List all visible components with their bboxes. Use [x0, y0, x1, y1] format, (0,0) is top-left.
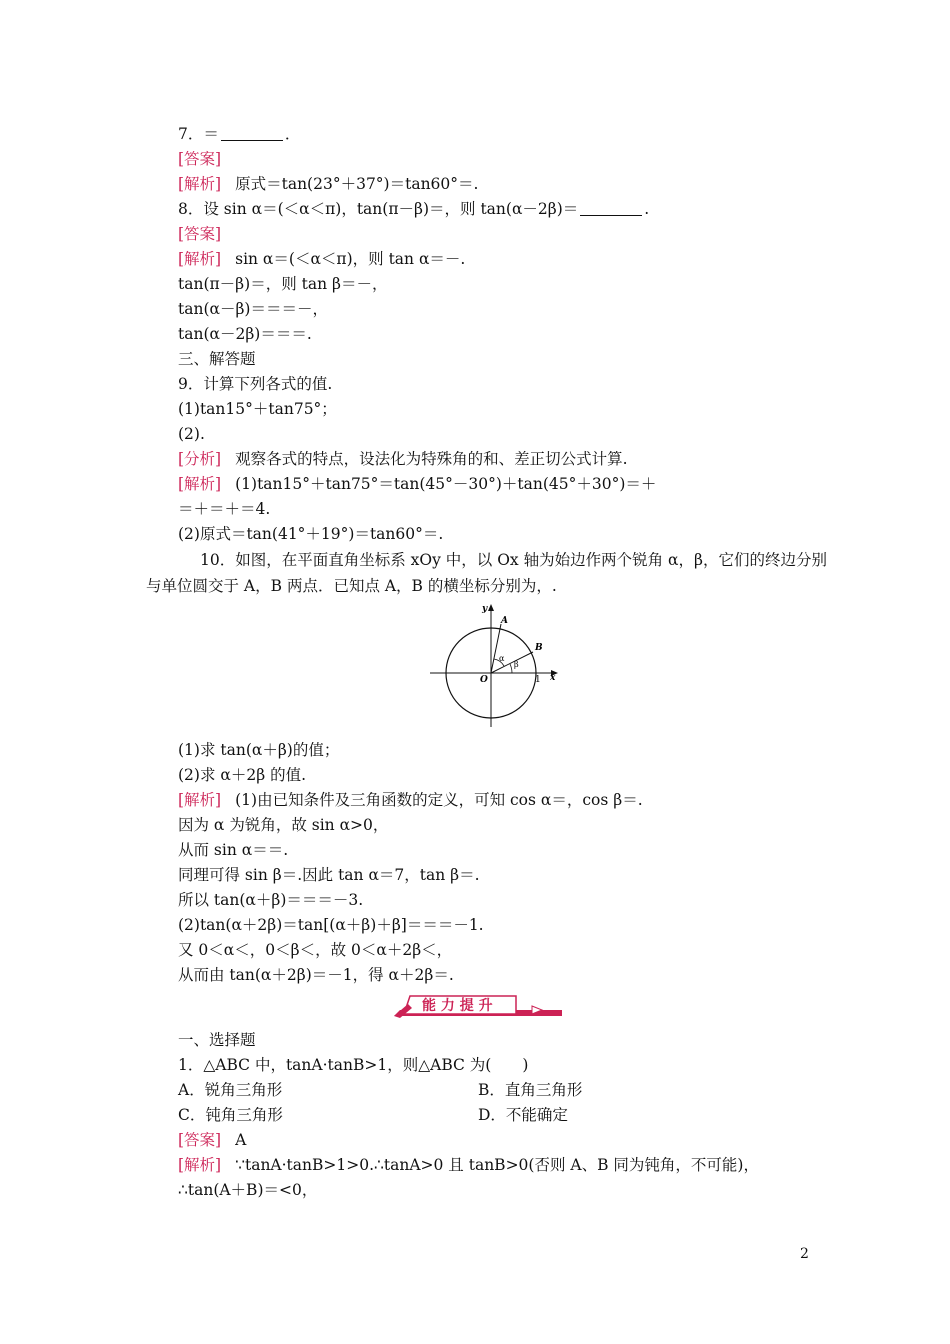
text-line-sec1	[178, 1030, 256, 1050]
alpha-label: α	[499, 654, 505, 663]
text-line-q10b	[146, 576, 557, 596]
tag-label: [解析]	[178, 475, 222, 493]
banner-text: 能 力 提 升	[422, 998, 493, 1014]
text-line-q10-l2	[178, 840, 288, 860]
text-line-q8-sol	[178, 249, 465, 269]
line-text: (1)tan15°＋tan75°；	[178, 400, 337, 418]
text-line-q10-sol	[178, 790, 643, 810]
ray-oa	[491, 624, 501, 673]
line-text: 从而由 tan(α＋2β)＝－1，得 α＋2β＝.	[178, 966, 454, 984]
line-text: tan(α－β)＝＝＝－，	[178, 300, 328, 318]
tag-label: [解析]	[178, 1156, 222, 1174]
line-text: 所以 tan(α＋β)＝＝＝－3.	[178, 891, 364, 909]
text-line-q7	[178, 124, 300, 144]
text-line-m1	[178, 1055, 528, 1075]
y-label: y	[482, 604, 488, 614]
line-text: 9．计算下列各式的值.	[178, 375, 333, 393]
y-axis-arrow	[488, 604, 494, 611]
page-number: 2	[800, 1246, 809, 1262]
text-line-q10-l4	[178, 890, 363, 910]
tag-label: [分析]	[178, 450, 222, 468]
choice-option-D: D．不能确定	[478, 1106, 568, 1124]
choice-option-A: A．锐角三角形	[178, 1081, 283, 1099]
line-text: (2).	[178, 425, 205, 443]
tag-label: [答案]	[178, 225, 222, 243]
text-line-q9-1	[178, 399, 337, 419]
line-text: 一、选择题	[178, 1031, 256, 1049]
arc-beta	[510, 664, 512, 673]
line-text: 原式＝tan(23°＋37°)＝tan60°＝.	[235, 175, 479, 193]
line-text: ＝＋＝＋＝4.	[178, 500, 271, 518]
answer-blank	[221, 126, 283, 141]
line-text: 从而 sin α＝＝.	[178, 841, 289, 859]
line-text: 1．△ABC 中，tanA·tanB>1，则△ABC 为( )	[178, 1056, 529, 1074]
line-text: (2)原式＝tan(41°＋19°)＝tan60°＝.	[178, 525, 444, 543]
text-line-q10-l1	[178, 815, 388, 835]
text-line-q8-ans	[178, 224, 235, 244]
ability-banner	[386, 992, 570, 1024]
origin-label: O	[480, 675, 488, 685]
line-text: tan(π－β)＝，则 tan β＝－，	[178, 275, 388, 293]
text-line-q9-l1	[178, 499, 270, 519]
line-text: 与单位圆交于 A，B 两点．已知点 A，B 的横坐标分别为，.	[146, 577, 557, 595]
text-line-sec3	[178, 349, 256, 369]
text-line-q10-l5	[178, 915, 484, 935]
answer-blank	[580, 201, 642, 216]
line-prefix: 8．设 sin α＝(＜α＜π)，tan(π－β)＝，则 tan(α－2β)＝	[178, 200, 579, 218]
text-line-q8-l2	[178, 299, 328, 319]
text-line-q10-l7	[178, 965, 454, 985]
unit-circle-figure	[426, 600, 576, 730]
text-line-q8	[178, 199, 649, 219]
line-suffix: .	[644, 200, 650, 218]
text-line-q9-ana	[178, 449, 628, 469]
text-line-q9-l2	[178, 524, 443, 544]
line-text: 因为 α 为锐角，故 sin α>0，	[178, 816, 389, 834]
text-line-q8-l3	[178, 324, 312, 344]
choice-option-C: C．钝角三角形	[178, 1106, 283, 1124]
text-line-m1-l1	[178, 1180, 317, 1200]
b-label: B	[535, 643, 543, 653]
line-text: (1)tan15°＋tan75°＝tan(45°－30°)＋tan(45°＋30°)＝＋	[235, 475, 657, 493]
line-text: (1)由已知条件及三角函数的定义，可知 cos α＝，cos β＝.	[235, 791, 643, 809]
text-line-m1-sol	[178, 1155, 759, 1175]
line-text: A	[235, 1131, 247, 1149]
one-label: 1	[535, 675, 541, 685]
line-text: ∴tan(A＋B)＝<0，	[178, 1181, 318, 1199]
beta-label: β	[514, 660, 519, 669]
line-text: 又 0＜α＜，0＜β＜，故 0＜α＋2β＜，	[178, 941, 453, 959]
tag-label: [解析]	[178, 175, 222, 193]
text-line-q8-l1	[178, 274, 387, 294]
text-line-q7-ans	[178, 149, 235, 169]
text-line-q10-2	[178, 765, 306, 785]
line-text: ∵tanA·tanB>1>0.∴tanA>0 且 tanB>0(否则 A、B 同为钝角，不可能)，	[235, 1156, 759, 1174]
tag-label: [解析]	[178, 791, 222, 809]
tag-label: [答案]	[178, 1131, 222, 1149]
tag-label: [解析]	[178, 250, 222, 268]
text-line-q9	[178, 374, 332, 394]
line-text: 三、解答题	[178, 350, 256, 368]
line-text: tan(α－2β)＝＝＝.	[178, 325, 312, 343]
line-text: 观察各式的特点，设法化为特殊角的和、差正切公式计算.	[235, 450, 628, 468]
line-text: sin α＝(＜α＜π)，则 tan α＝－.	[235, 250, 466, 268]
line-text: 同理可得 sin β＝.因此 tan α＝7，tan β＝.	[178, 866, 480, 884]
text-line-q10-1	[178, 740, 339, 760]
line-text: (2)tan(α＋2β)＝tan[(α＋β)＋β]＝＝＝－1.	[178, 916, 484, 934]
x-label: x	[550, 673, 556, 683]
line-text: (2)求 α＋2β 的值.	[178, 766, 307, 784]
line-suffix: ．	[284, 125, 301, 143]
text-line-q10-l3	[178, 865, 480, 885]
line-text: (1)求 tan(α＋β)的值；	[178, 741, 340, 759]
tag-label: [答案]	[178, 150, 222, 168]
text-line-q10-l6	[178, 940, 452, 960]
text-line-q7-sol	[178, 174, 478, 194]
text-line-q9-sol	[178, 474, 656, 494]
line-text: 10．如图，在平面直角坐标系 xOy 中，以 Ox 轴为始边作两个锐角 α，β，它们的终边分别	[200, 551, 827, 569]
a-label: A	[501, 616, 508, 626]
text-line-q9-2	[178, 424, 205, 444]
text-line-q10a	[200, 550, 827, 570]
choice-option-B: B．直角三角形	[478, 1081, 583, 1099]
text-line-m1-ans	[178, 1130, 246, 1150]
line-prefix: 7．＝	[178, 125, 219, 143]
